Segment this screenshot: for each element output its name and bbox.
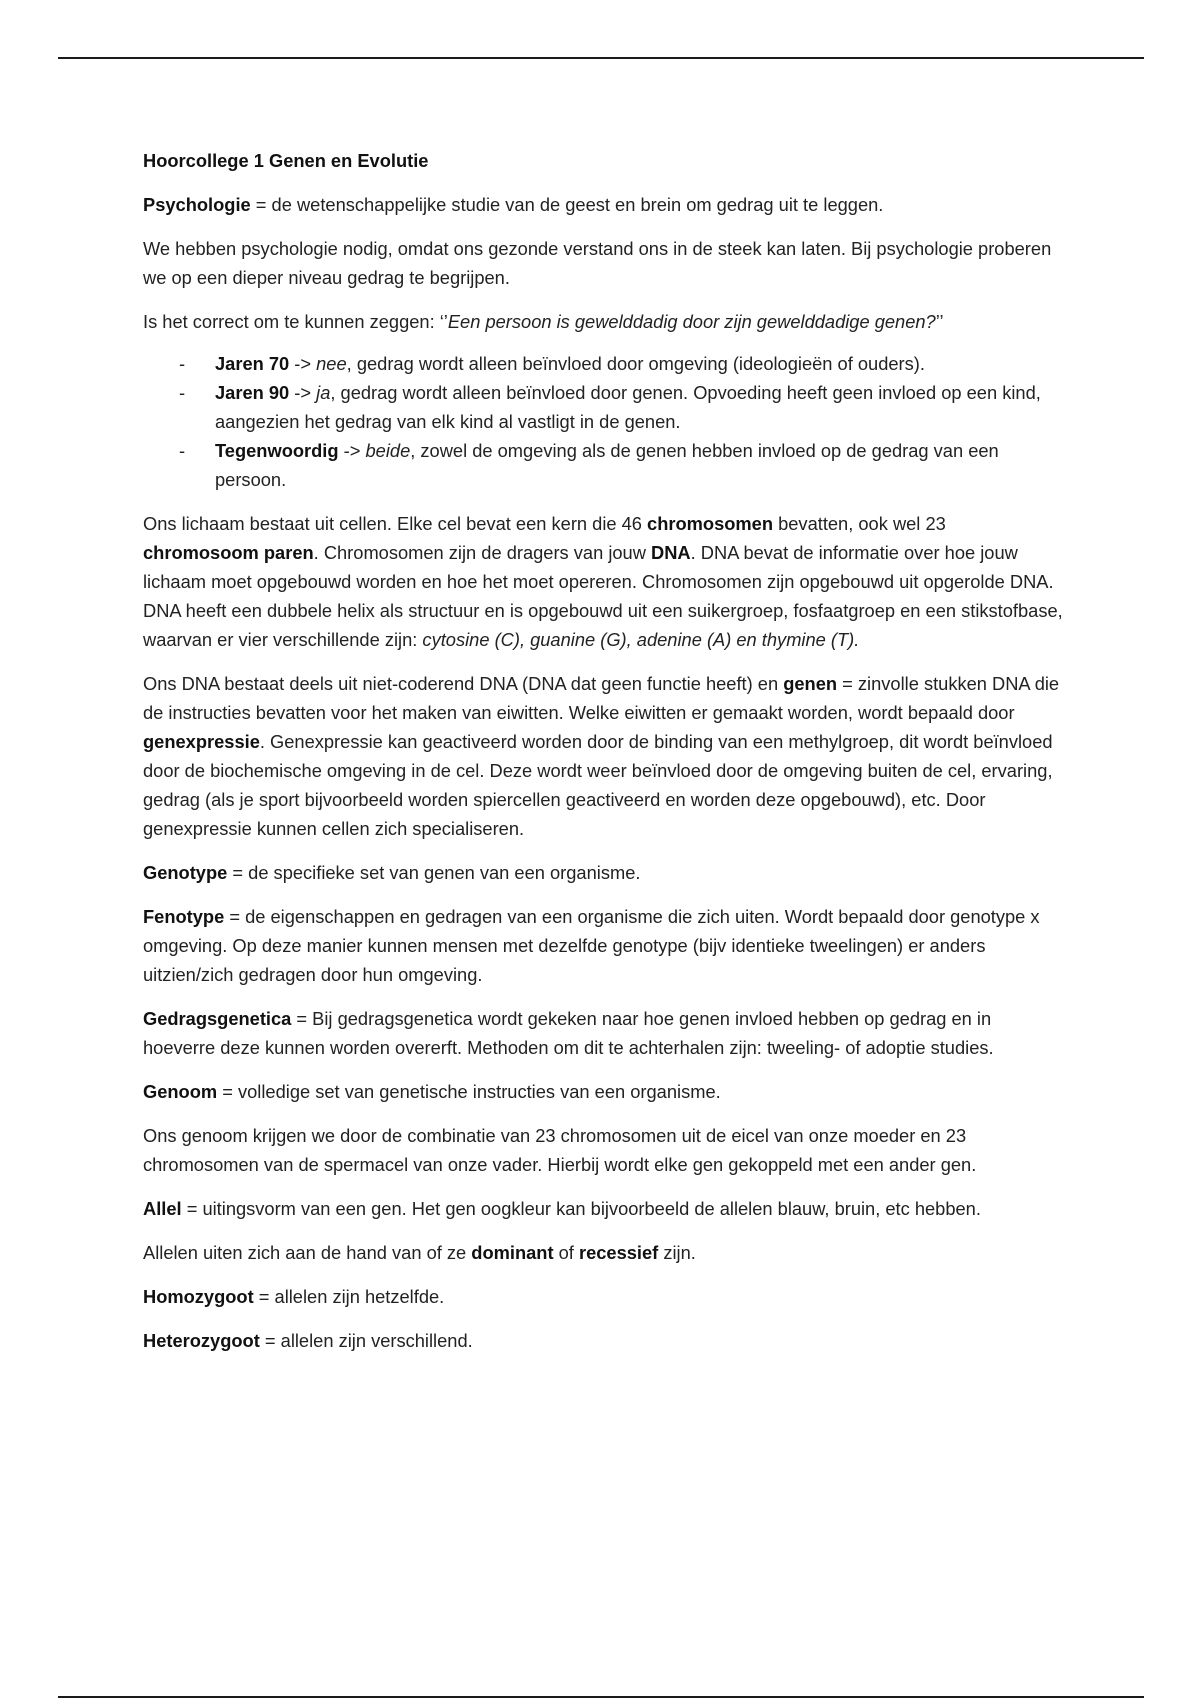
- footer-rule: [58, 1696, 1144, 1698]
- list-item: - Jaren 90 -> ja, gedrag wordt alleen beïnvloed door genen. Opvoeding heeft geen invloed op een kind, aangezien het gedrag van elk kind al vastligt in de genen.: [143, 378, 1063, 436]
- paragraph-intro: We hebben psychologie nodig, omdat ons gezonde verstand ons in de steek kan laten. Bij psychologie proberen we op een dieper niveau gedrag te begrijpen.: [143, 238, 1052, 288]
- list-item: - Tegenwoordig -> beide, zowel de omgeving als de genen hebben invloed op de gedrag van een persoon.: [143, 436, 1063, 494]
- paragraph-genotype: Genotype = de specifieke set van genen van een organisme.: [143, 862, 641, 883]
- paragraph-genoom-combinatie: Ons genoom krijgen we door de combinatie van 23 chromosomen uit de eicel van onze moeder en 23 chromosomen van de spermacel van onze vader. Hierbij wordt elke gen gekoppeld met een ander gen.: [143, 1125, 977, 1175]
- term-psychologie: Psychologie: [143, 194, 251, 215]
- quote: Een persoon is gewelddadig door zijn gewelddadige genen?: [447, 311, 936, 332]
- paragraph-homozygoot: Homozygoot = allelen zijn hetzelfde.: [143, 1286, 445, 1307]
- header-rule: [58, 57, 1144, 59]
- paragraph-genoom: Genoom = volledige set van genetische instructies van een organisme.: [143, 1081, 721, 1102]
- paragraph-gedragsgenetica: Gedragsgenetica = Bij gedragsgenetica wordt gekeken naar hoe genen invloed hebben op gedrag en in hoeverre deze kunnen worden overerft. Methoden om dit te achterhalen zijn: tweeling- of adoptie studies.: [143, 1008, 994, 1058]
- paragraph-genen: Ons DNA bestaat deels uit niet-coderend DNA (DNA dat geen functie heeft) en genen = zinvolle stukken DNA die de instructies bevatten voor het maken van eiwitten. Welke eiwitten er gemaakt worden, wordt bepaald door genexpressie. Genexpressie kan geactiveerd worden door de binding van een methylgroep, dit wordt beïnvloed door de biochemische omgeving in de cel. Deze wordt weer beïnvloed door de omgeving buiten de cel, ervaring, gedrag (als je sport bijvoorbeeld worden spiercellen geactiveerd en worden deze opgebouwd), etc. Door genexpressie kunnen cellen zich specialiseren.: [143, 673, 1060, 839]
- paragraph-question: Is het correct om te kunnen zeggen: ‘’Een persoon is gewelddadig door zijn gewelddadige genen?’’: [143, 311, 944, 332]
- document-title: Hoorcollege 1 Genen en Evolutie: [143, 150, 429, 171]
- paragraph-chromosomen: Ons lichaam bestaat uit cellen. Elke cel bevat een kern die 46 chromosomen bevatten, ook wel 23 chromosoom paren. Chromosomen zijn de dragers van jouw DNA. DNA bevat de informatie over hoe jouw lichaam moet opgebouwd worden en hoe het moet opereren. Chromosomen zijn opgebouwd uit opgerolde DNA. DNA heeft een dubbele helix als structuur en is opgebouwd uit een suikergroep, fosfaatgroep en een stikstofbase, waarvan er vier verschillende zijn: cytosine (C), guanine (G), adenine (A) en thymine (T).: [143, 513, 1063, 650]
- paragraph-fenotype: Fenotype = de eigenschappen en gedragen van een organisme die zich uiten. Wordt bepaald door genotype x omgeving. Op deze manier kunnen mensen met dezelfde genotype (bijv identieke tweelingen) er anders uitzien/zich gedragen door hun omgeving.: [143, 906, 1040, 985]
- list-item: - Jaren 70 -> nee, gedrag wordt alleen beïnvloed door omgeving (ideologieën of ouders).: [143, 349, 1063, 378]
- bullet-list: [143, 349, 1063, 494]
- document-body: [143, 146, 1063, 1370]
- paragraph-dominant-recessief: Allelen uiten zich aan de hand van of ze dominant of recessief zijn.: [143, 1242, 696, 1263]
- paragraph-allel: Allel = uitingsvorm van een gen. Het gen oogkleur kan bijvoorbeeld de allelen blauw, bruin, etc hebben.: [143, 1198, 981, 1219]
- paragraph-heterozygoot: Heterozygoot = allelen zijn verschillend.: [143, 1330, 473, 1351]
- paragraph-psychologie: Psychologie = de wetenschappelijke studie van de geest en brein om gedrag uit te leggen.: [143, 194, 884, 215]
